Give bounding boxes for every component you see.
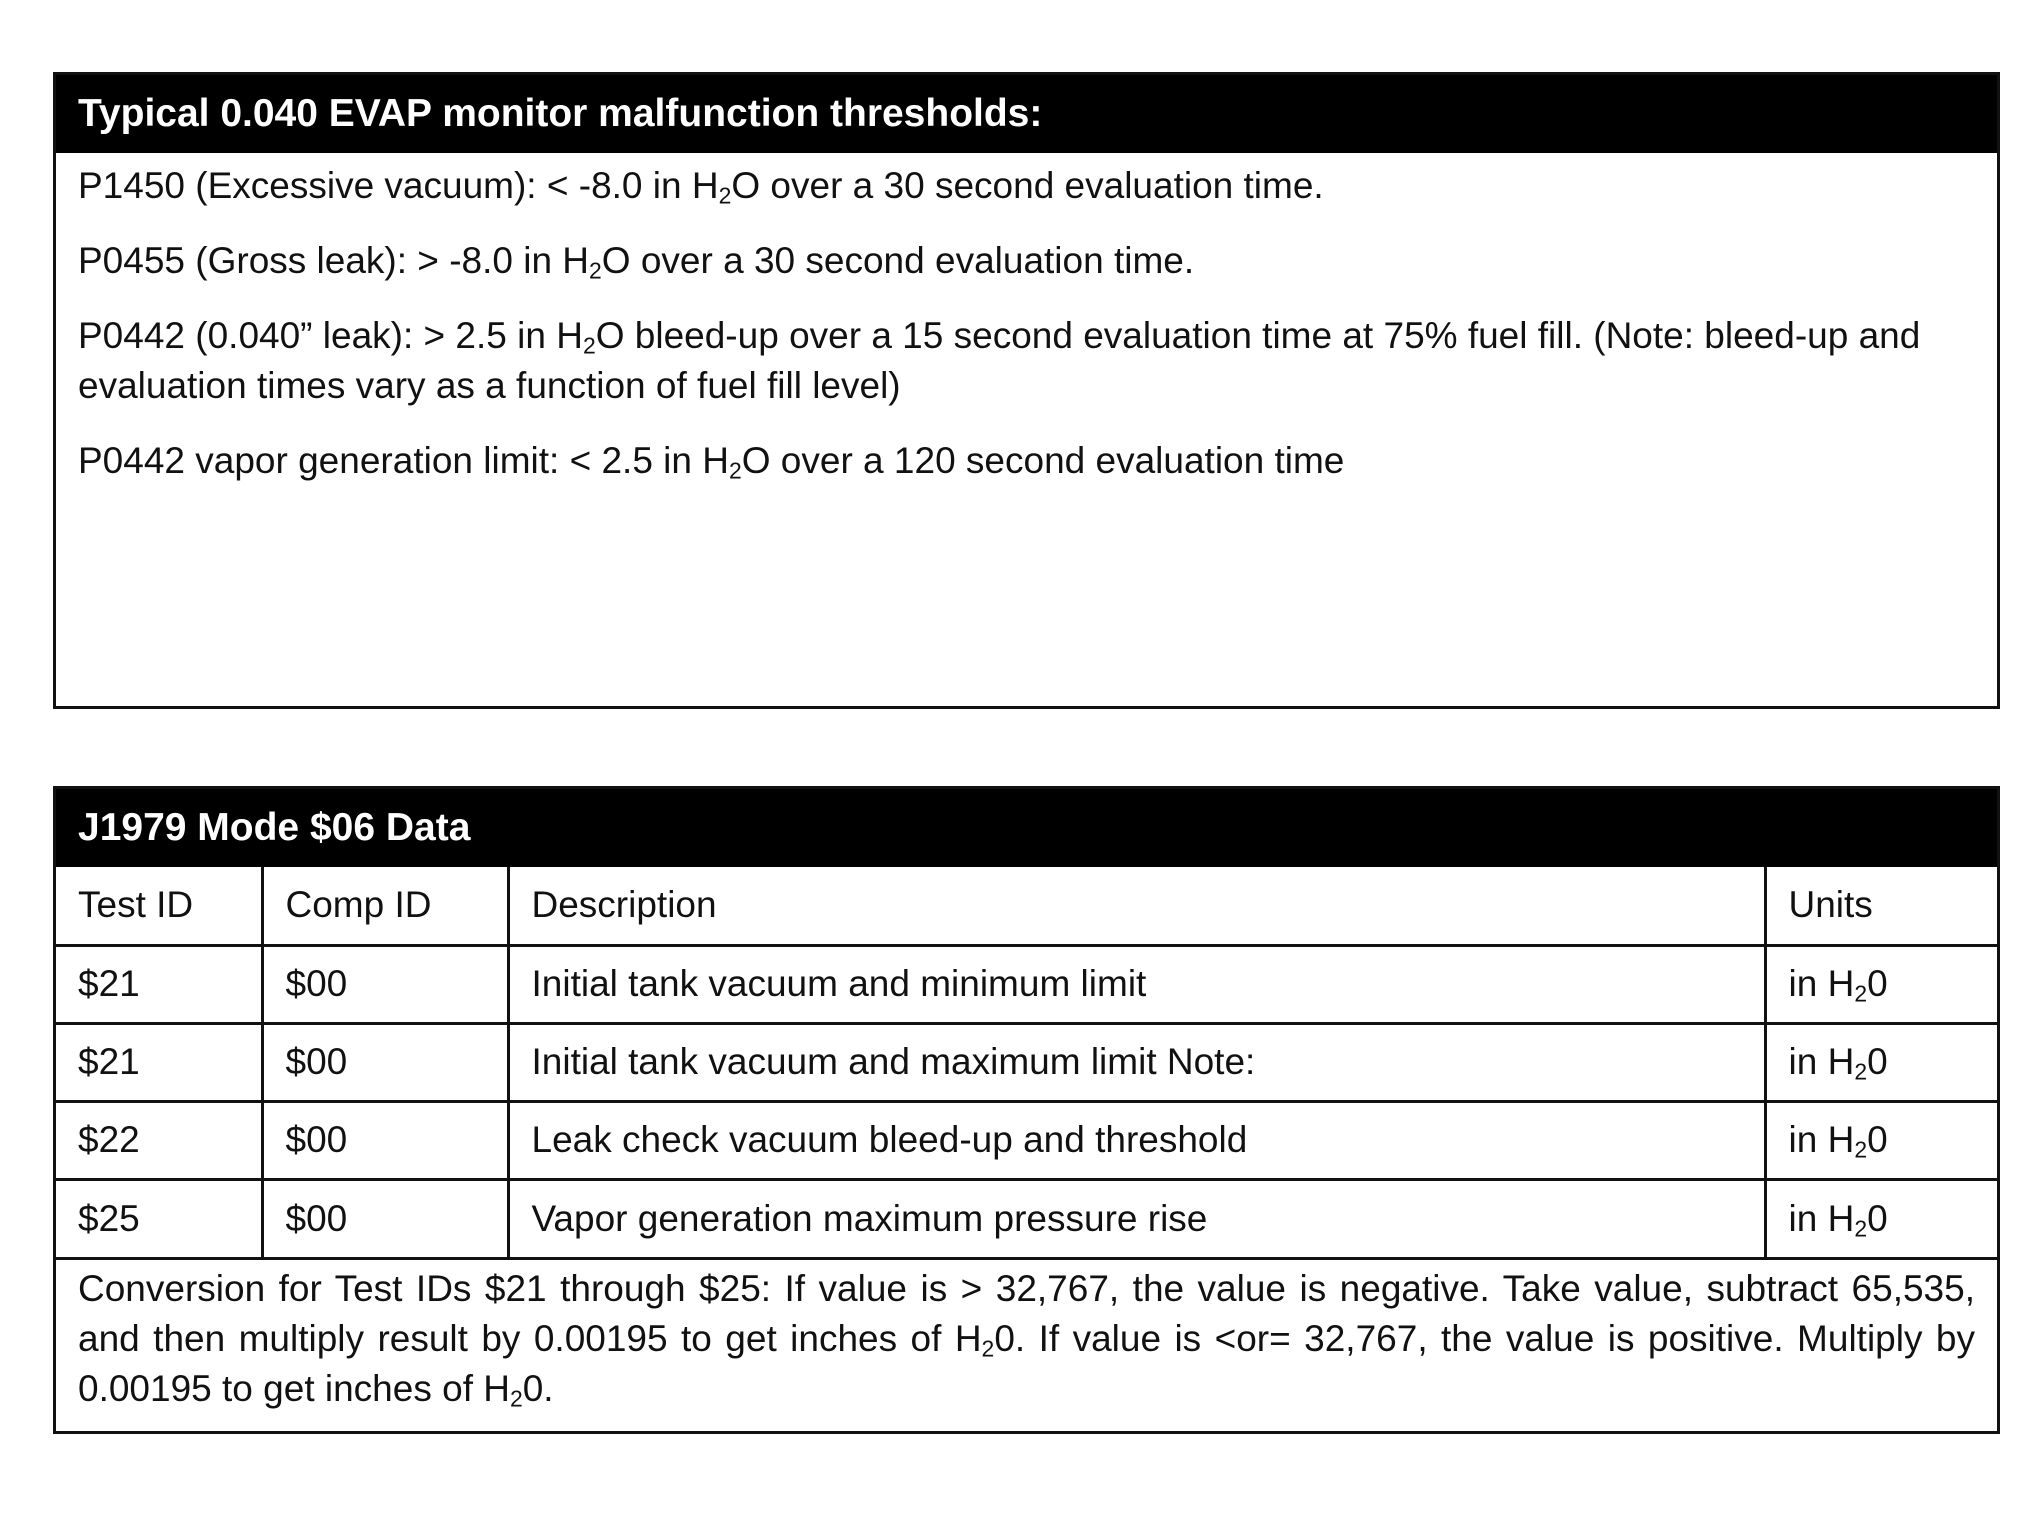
subscript: 2 bbox=[1854, 1215, 1868, 1242]
table-row bbox=[56, 1023, 1997, 1101]
threshold-text: P0455 (Gross leak): > -8.0 in H bbox=[78, 240, 590, 281]
header-comp-id: Comp ID bbox=[262, 867, 508, 945]
mode06-title: J1979 Mode $06 Data bbox=[56, 789, 1997, 867]
units-text: 0 bbox=[1867, 1041, 1888, 1082]
subscript: 2 bbox=[1854, 980, 1868, 1007]
cell-description: Vapor generation maximum pressure rise bbox=[508, 1179, 1765, 1257]
table-row bbox=[56, 1101, 1997, 1179]
units-text: 0 bbox=[1867, 963, 1888, 1004]
cell-units bbox=[1765, 1023, 1997, 1101]
cell-units bbox=[1765, 1101, 1997, 1179]
threshold-text: O over a 120 second evaluation time bbox=[741, 440, 1345, 481]
units-text: 0 bbox=[1867, 1119, 1888, 1160]
conversion-text: 0. bbox=[522, 1368, 554, 1409]
cell-units bbox=[1765, 1179, 1997, 1257]
conversion-text: 0. If value is <or= 32,767, the value is positive. Multiply by 0.00195 to get inches of H bbox=[78, 1318, 1975, 1409]
threshold-p0455 bbox=[78, 236, 1975, 286]
cell-test-id: $22 bbox=[56, 1101, 262, 1179]
threshold-text: O bleed-up over a 15 second evaluation time at 75% fuel fill. (Note: bleed-up and evaluation times vary as a function of fuel fill level) bbox=[78, 315, 1921, 406]
table-row bbox=[56, 945, 1997, 1023]
units-text: in H bbox=[1788, 963, 1855, 1004]
mode06-table bbox=[56, 867, 1997, 1257]
subscript: 2 bbox=[589, 257, 602, 284]
header-description: Description bbox=[508, 867, 1765, 945]
threshold-p1450 bbox=[78, 161, 1975, 211]
cell-description: Initial tank vacuum and maximum limit Note: bbox=[508, 1023, 1765, 1101]
cell-comp-id: $00 bbox=[262, 945, 508, 1023]
cell-units bbox=[1765, 945, 1997, 1023]
threshold-text: P1450 (Excessive vacuum): < -8.0 in H bbox=[78, 165, 719, 206]
evap-thresholds-title: Typical 0.040 EVAP monitor malfunction thresholds: bbox=[56, 75, 1997, 153]
header-units: Units bbox=[1788, 884, 1873, 926]
subscript: 2 bbox=[509, 1385, 523, 1412]
header-test-id: Test ID bbox=[56, 867, 262, 945]
threshold-p0442-vapor bbox=[78, 436, 1975, 486]
cell-comp-id: $00 bbox=[262, 1101, 508, 1179]
cell-description: Initial tank vacuum and minimum limit bbox=[508, 945, 1765, 1023]
cell-test-id: $25 bbox=[56, 1179, 262, 1257]
cell-description: Leak check vacuum bleed-up and threshold bbox=[508, 1101, 1765, 1179]
threshold-text: O over a 30 second evaluation time. bbox=[601, 240, 1195, 281]
cell-test-id: $21 bbox=[56, 1023, 262, 1101]
cell-comp-id: $00 bbox=[262, 1023, 508, 1101]
table-header-row bbox=[56, 867, 1997, 945]
units-text: in H bbox=[1788, 1197, 1855, 1239]
evap-thresholds-body bbox=[56, 153, 1997, 486]
mode06-data-box bbox=[53, 786, 2000, 1434]
subscript: 2 bbox=[1854, 1136, 1868, 1163]
conversion-text: Conversion for Test IDs $21 through $25: If value is > 32,767, the value is negative. Take value, subtract 65,535, and then multiply result by 0.00195 to get inches of H bbox=[78, 1268, 1975, 1359]
threshold-text: P0442 (0.040” leak): > 2.5 in H bbox=[78, 315, 583, 356]
conversion-note bbox=[56, 1257, 1997, 1414]
cell-comp-id: $00 bbox=[262, 1179, 508, 1257]
table-row bbox=[56, 1179, 1997, 1257]
units-text: in H bbox=[1788, 1119, 1855, 1160]
cell-test-id: $21 bbox=[56, 945, 262, 1023]
subscript: 2 bbox=[1854, 1058, 1868, 1085]
threshold-text: P0442 vapor generation limit: < 2.5 in H bbox=[78, 440, 729, 481]
evap-thresholds-box bbox=[53, 72, 2000, 709]
threshold-text: O over a 30 second evaluation time. bbox=[731, 165, 1324, 206]
subscript: 2 bbox=[728, 457, 742, 484]
units-text: in H bbox=[1788, 1041, 1855, 1082]
subscript: 2 bbox=[718, 182, 732, 209]
subscript: 2 bbox=[981, 1335, 995, 1362]
units-text: 0 bbox=[1867, 1197, 1888, 1239]
threshold-p0442-leak bbox=[78, 311, 1975, 411]
subscript: 2 bbox=[582, 332, 596, 359]
